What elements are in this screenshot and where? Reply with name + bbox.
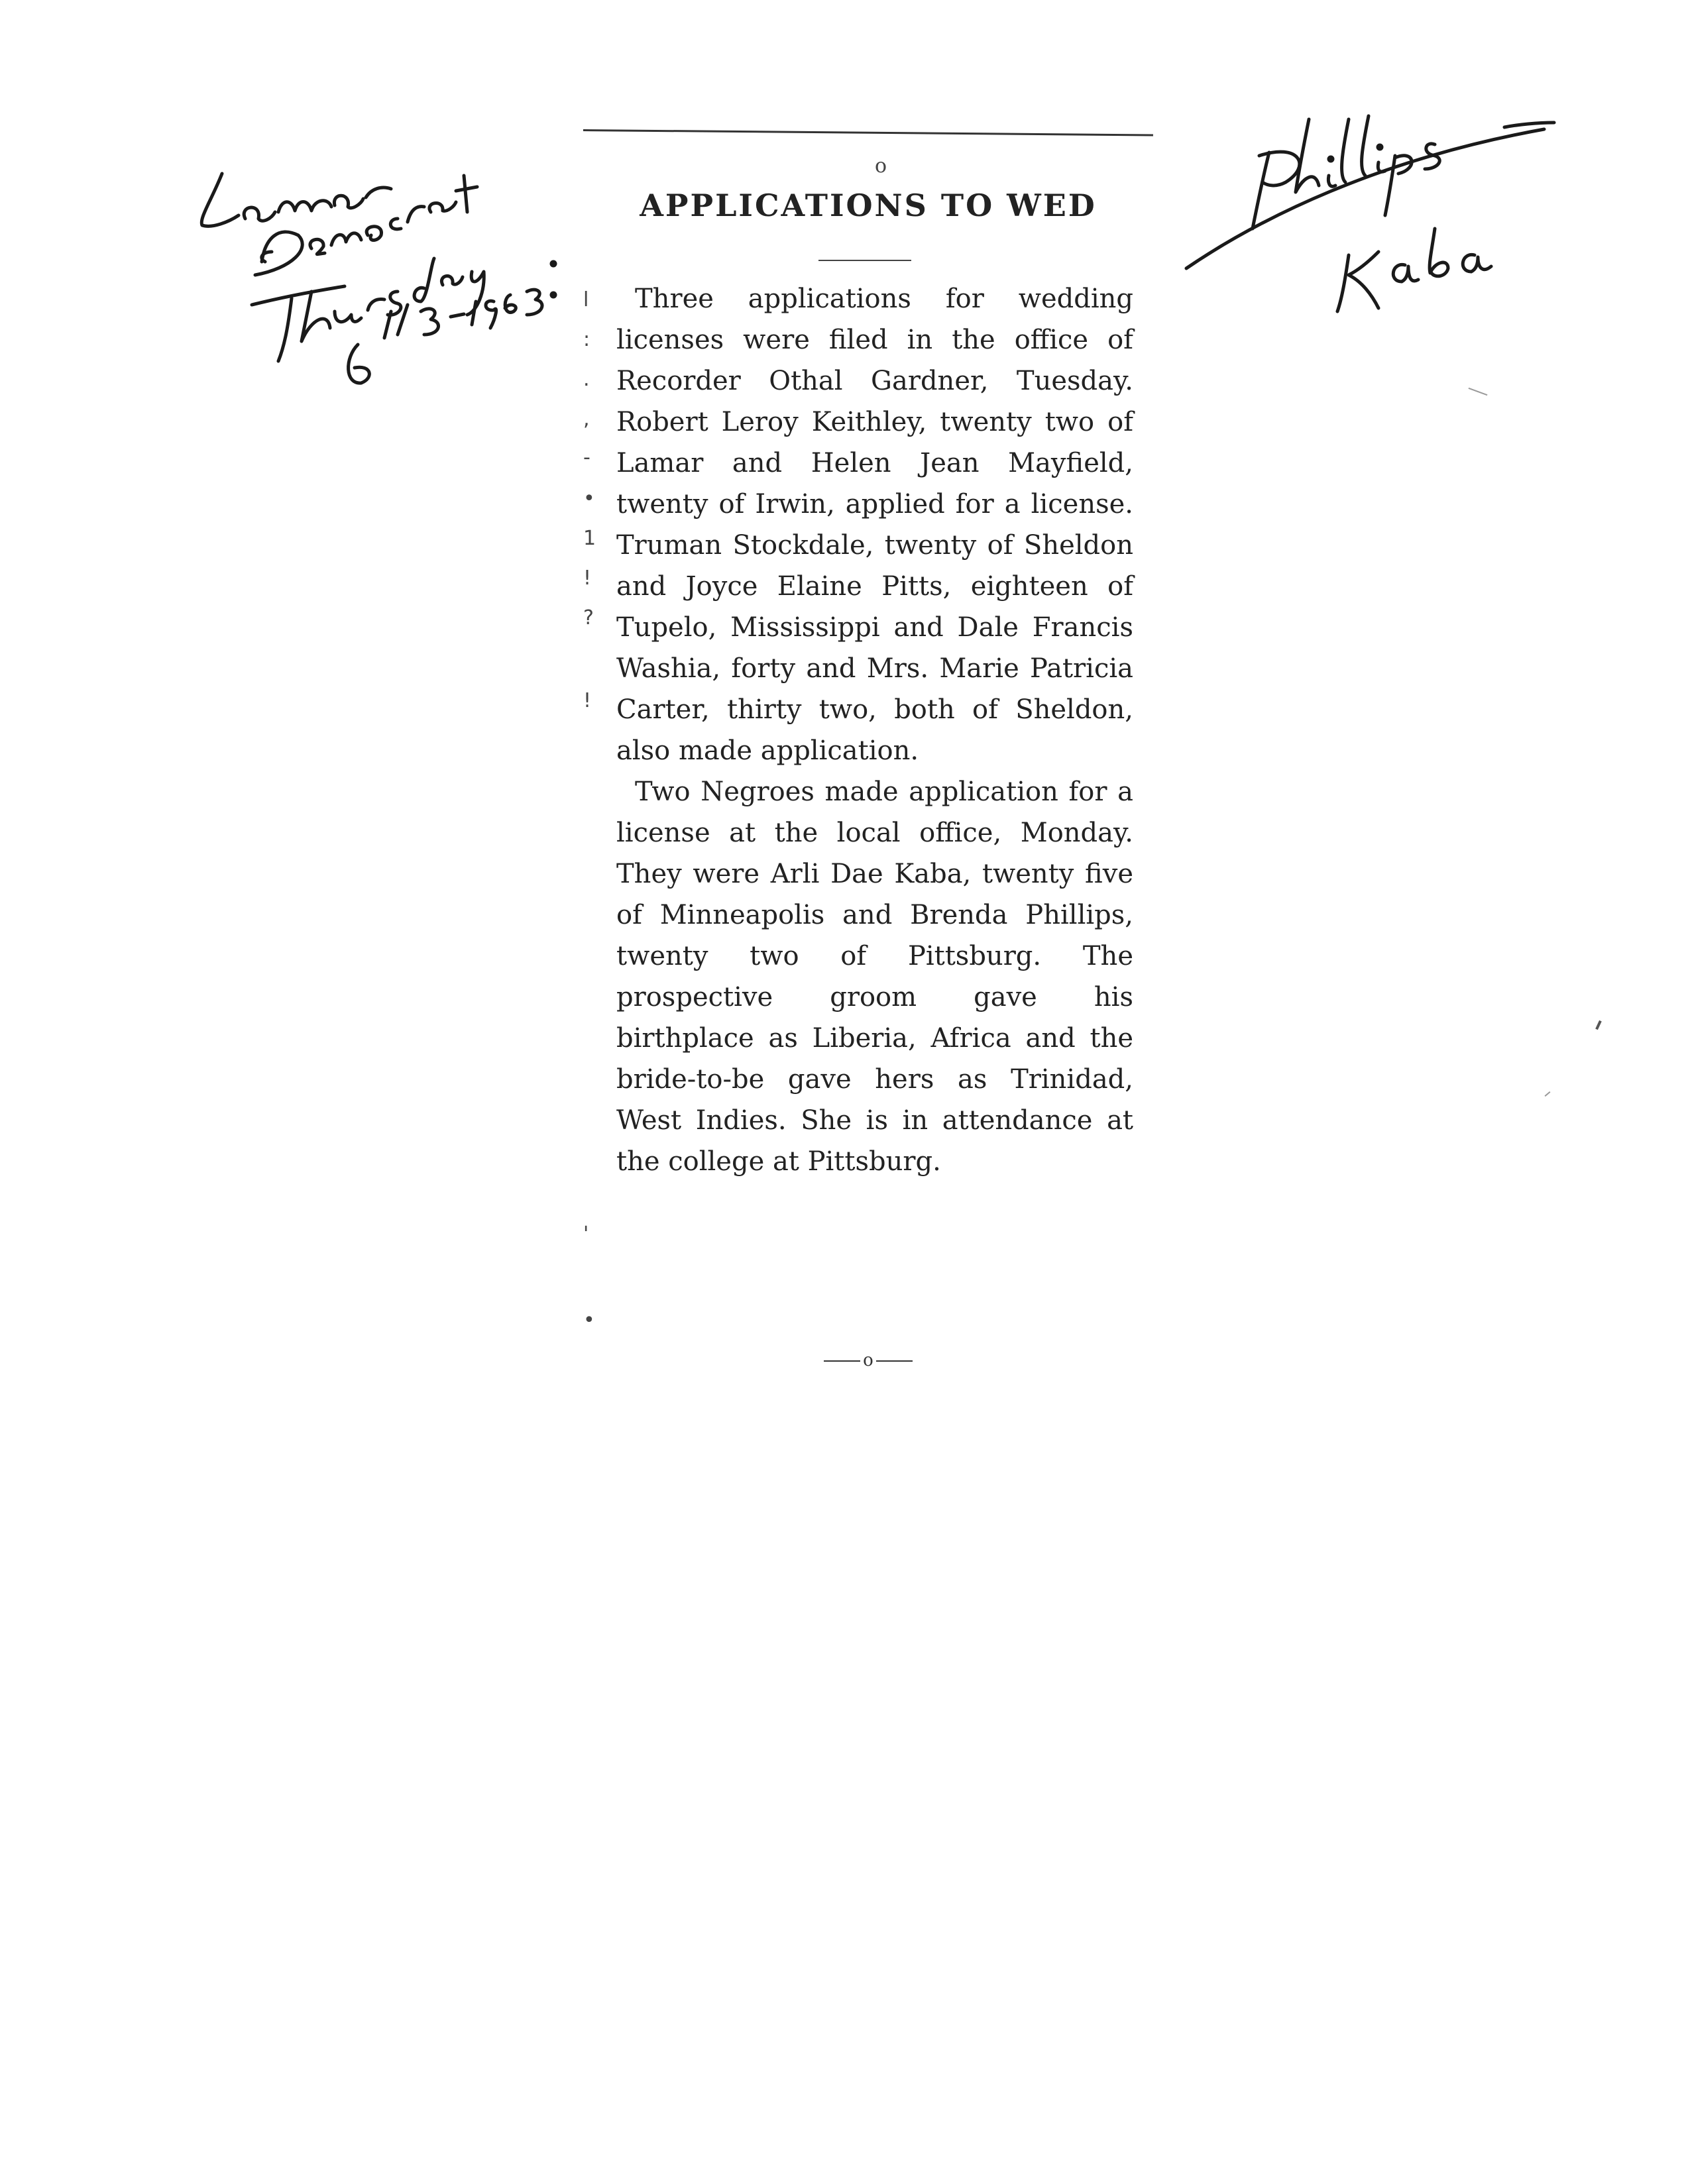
edge-fragment: • (583, 1309, 595, 1332)
edge-fragment: ! (583, 567, 592, 590)
newspaper-clipping (583, 129, 1166, 1388)
article-paragraph: Two Negroes made application for a license at the local office, Monday. They were Arli Dae Kaba, twenty five of Minneapolis and Brenda Phillips, twenty two of Pittsburg. The prospective groom gave his birthplace as Liberia, Africa and the bride-to-be gave hers as Trinidad, West Indies. She is in attendance at the college at Pittsburg. (616, 777, 1133, 1177)
edge-fragment: : (583, 328, 590, 351)
edge-fragment: ! (583, 689, 592, 712)
article-headline: APPLICATIONS TO WED (640, 188, 1097, 223)
article-end-mark: o (815, 1350, 921, 1370)
edge-fragment: 1 (583, 527, 596, 550)
clipping-top-mark: o (875, 154, 887, 178)
edge-fragment: l (583, 288, 589, 311)
clipping-top-rule (583, 129, 1153, 136)
edge-fragment: ' (583, 1223, 589, 1246)
edge-fragment: • (583, 487, 595, 510)
edge-fragment: - (583, 446, 590, 469)
article-body (616, 278, 1133, 1182)
article-paragraph: Three applications for wedding licenses were filed in the office of Recorder Othal Gardner, Tuesday. Robert Leroy Keithley, twenty two of Lamar and Helen Jean Mayfield, twenty of Irwin, applied for a license. Truman Stockdale, twenty of Sheldon and Joyce Elaine Pitts, eighteen of Tupelo, Mississippi and Dale Francis Washia, forty and Mrs. Marie Patricia Carter, thirty two, both of Sheldon, also made application. (616, 284, 1133, 766)
headline-rule (818, 260, 911, 261)
edge-fragment: , (583, 408, 590, 431)
edge-fragment: . (583, 368, 590, 391)
edge-fragment: ? (583, 606, 594, 629)
